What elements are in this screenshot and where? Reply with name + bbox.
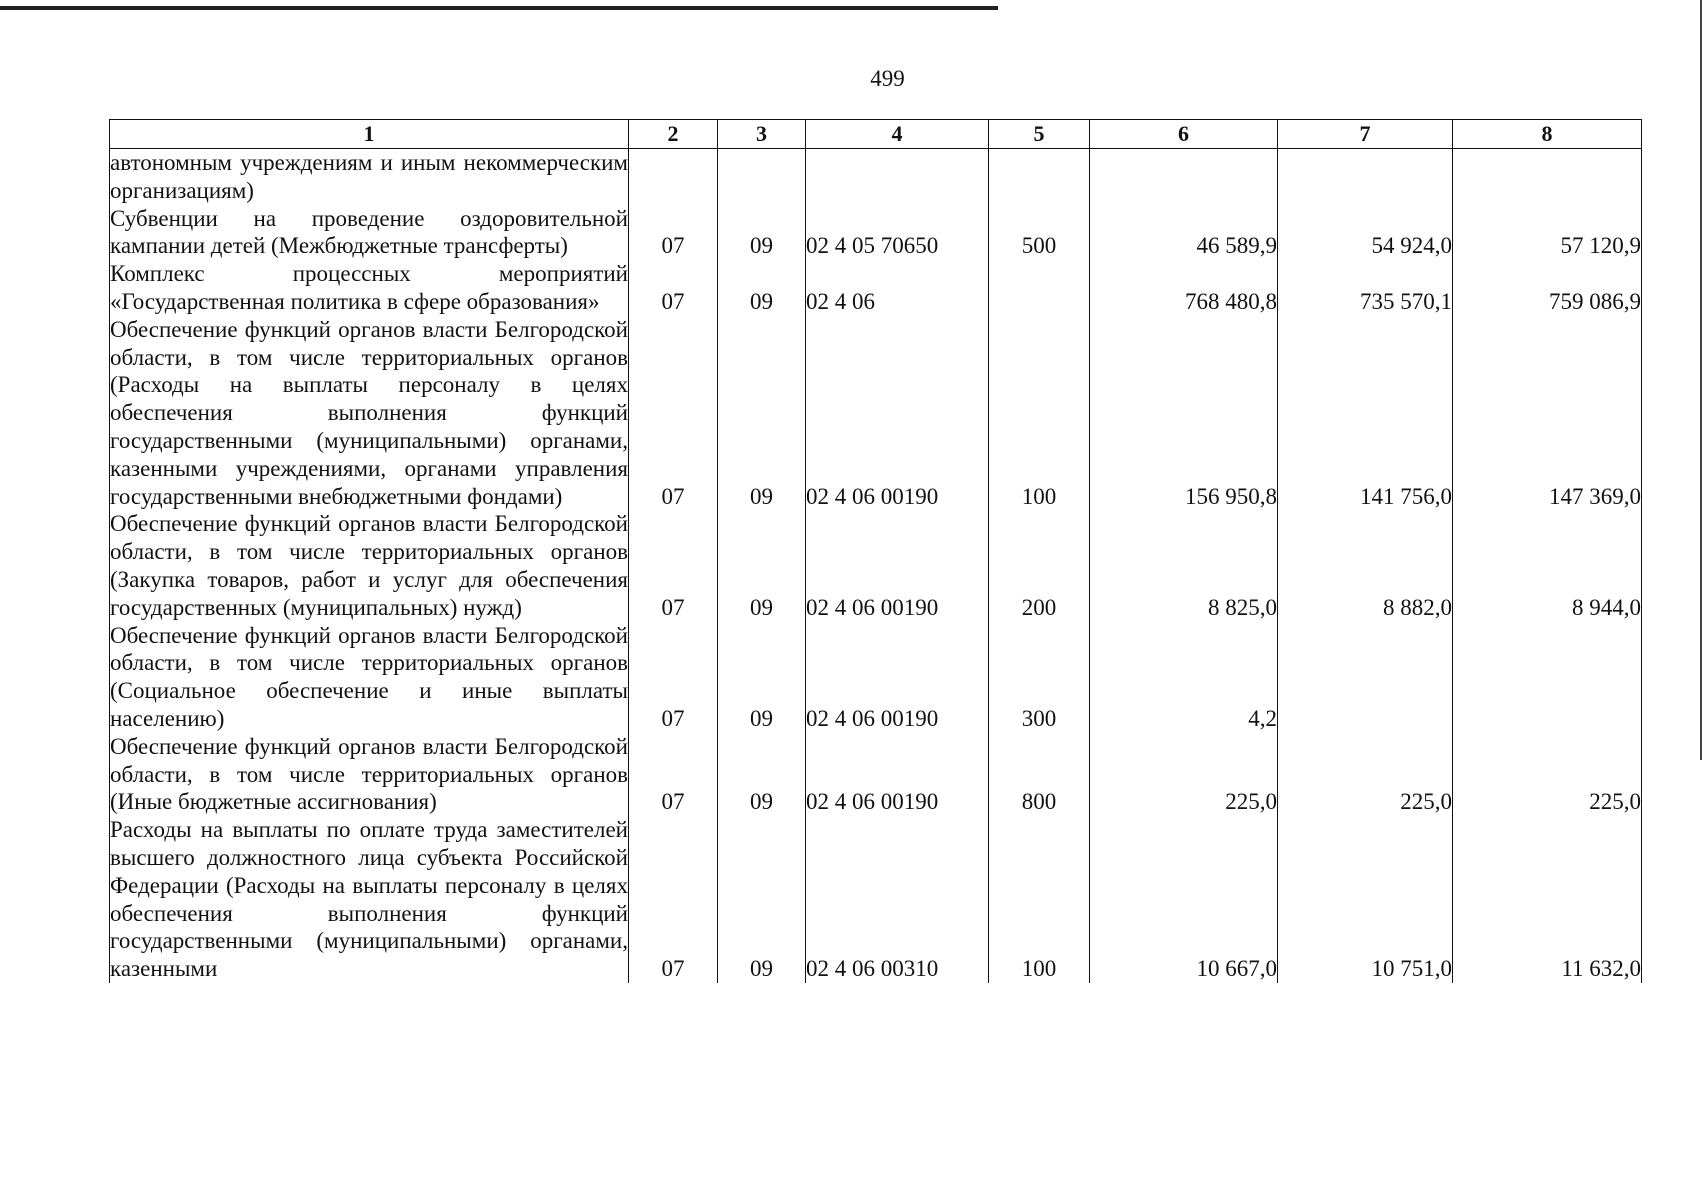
column-header-3: 3: [718, 120, 806, 149]
row-subsection: 09: [718, 816, 806, 983]
table-row: [110, 260, 1642, 316]
row-amount-col8: 8 944,0: [1453, 510, 1642, 621]
row-expense-type: [989, 260, 1090, 316]
row-expense-type: 200: [989, 510, 1090, 621]
row-amount-col6: 4,2: [1090, 622, 1278, 733]
table-row: [110, 316, 1642, 511]
row-amount-col8: 225,0: [1453, 733, 1642, 816]
row-amount-col7: [1278, 149, 1453, 205]
row-description: Расходы на выплаты по оплате труда заместителей высшего должностного лица субъекта Российской Федерации (Расходы на выплаты персоналу в целях обеспечения выполнения функций государственными (муниципальными) органами, казенными: [110, 817, 628, 982]
row-subsection: [718, 149, 806, 205]
column-header-5: 5: [989, 120, 1090, 149]
row-target-code: 02 4 06 00190: [806, 316, 989, 511]
table-row: [110, 149, 1642, 205]
row-amount-col7: 10 751,0: [1278, 816, 1453, 983]
row-expense-type: 800: [989, 733, 1090, 816]
table-row: [110, 733, 1642, 816]
row-description: Обеспечение функций органов власти Белгородской области, в том числе территориальных органов (Закупка товаров, работ и услуг для обеспечения государственных (муниципальных) нужд): [110, 511, 628, 620]
row-target-code: 02 4 06 00310: [806, 816, 989, 983]
row-target-code: 02 4 06 00190: [806, 733, 989, 816]
row-amount-col6: 768 480,8: [1090, 260, 1278, 316]
row-subsection: 09: [718, 316, 806, 511]
table-row: [110, 510, 1642, 621]
row-amount-col6: 8 825,0: [1090, 510, 1278, 621]
budget-table: [109, 119, 1642, 983]
row-section: 07: [629, 622, 718, 733]
page-number: 499: [870, 66, 905, 91]
row-amount-col6: 46 589,9: [1090, 205, 1278, 261]
row-description: Обеспечение функций органов власти Белгородской области, в том числе территориальных органов (Социальное обеспечение и иные выплаты населению): [110, 622, 628, 731]
row-description: Обеспечение функций органов власти Белгородской области, в том числе территориальных органов (Расходы на выплаты персоналу в целях обеспечения выполнения функций государственными (муниципальными) органами, казенными учреждениями, органами управления государственными внебюджетными фондами): [110, 316, 628, 509]
row-amount-col7: [1278, 622, 1453, 733]
row-target-code: 02 4 06 00190: [806, 510, 989, 621]
row-description: Комплекс процессных мероприятий «Государственная политика в сфере образования»: [110, 261, 628, 314]
row-amount-col8: 147 369,0: [1453, 316, 1642, 511]
row-target-code: 02 4 06: [806, 260, 989, 316]
row-amount-col8: 11 632,0: [1453, 816, 1642, 983]
header-row: [110, 120, 1642, 149]
row-subsection: 09: [718, 205, 806, 261]
row-amount-col7: 8 882,0: [1278, 510, 1453, 621]
row-section: 07: [629, 316, 718, 511]
row-amount-col7: 141 756,0: [1278, 316, 1453, 511]
row-target-code: 02 4 06 00190: [806, 622, 989, 733]
table-row: [110, 816, 1642, 983]
row-description: Субвенции на проведение оздоровительной кампании детей (Межбюджетные трансферты): [110, 205, 628, 259]
row-expense-type: 500: [989, 205, 1090, 261]
row-subsection: 09: [718, 260, 806, 316]
row-expense-type: 100: [989, 816, 1090, 983]
row-subsection: 09: [718, 622, 806, 733]
row-amount-col8: 759 086,9: [1453, 260, 1642, 316]
row-amount-col6: 156 950,8: [1090, 316, 1278, 511]
row-amount-col8: 57 120,9: [1453, 205, 1642, 261]
column-header-2: 2: [629, 120, 718, 149]
scan-edge-line: [1700, 0, 1702, 760]
row-expense-type: 300: [989, 622, 1090, 733]
row-expense-type: 100: [989, 316, 1090, 511]
row-amount-col7: 54 924,0: [1278, 205, 1453, 261]
row-expense-type: [989, 149, 1090, 205]
row-section: [629, 149, 718, 205]
column-header-7: 7: [1278, 120, 1453, 149]
row-section: 07: [629, 816, 718, 983]
row-amount-col6: 225,0: [1090, 733, 1278, 816]
top-border-line: [0, 6, 998, 10]
column-header-1: 1: [110, 120, 629, 149]
row-target-code: 02 4 05 70650: [806, 205, 989, 261]
row-amount-col7: 735 570,1: [1278, 260, 1453, 316]
row-description: Обеспечение функций органов власти Белгородской области, в том числе территориальных органов (Иные бюджетные ассигнования): [110, 733, 628, 815]
row-target-code: [806, 149, 989, 205]
row-section: 07: [629, 510, 718, 621]
row-amount-col6: 10 667,0: [1090, 816, 1278, 983]
row-description: автономным учреждениям и иным некоммерческим организациям): [110, 150, 628, 203]
row-amount-col8: [1453, 622, 1642, 733]
row-amount-col6: [1090, 149, 1278, 205]
row-subsection: 09: [718, 733, 806, 816]
row-section: 07: [629, 205, 718, 261]
row-subsection: 09: [718, 510, 806, 621]
row-section: 07: [629, 733, 718, 816]
column-header-6: 6: [1090, 120, 1278, 149]
table-row: [110, 205, 1642, 261]
column-header-8: 8: [1453, 120, 1642, 149]
row-section: 07: [629, 260, 718, 316]
column-header-4: 4: [806, 120, 989, 149]
table-row: [110, 622, 1642, 733]
row-amount-col8: [1453, 149, 1642, 205]
row-amount-col7: 225,0: [1278, 733, 1453, 816]
